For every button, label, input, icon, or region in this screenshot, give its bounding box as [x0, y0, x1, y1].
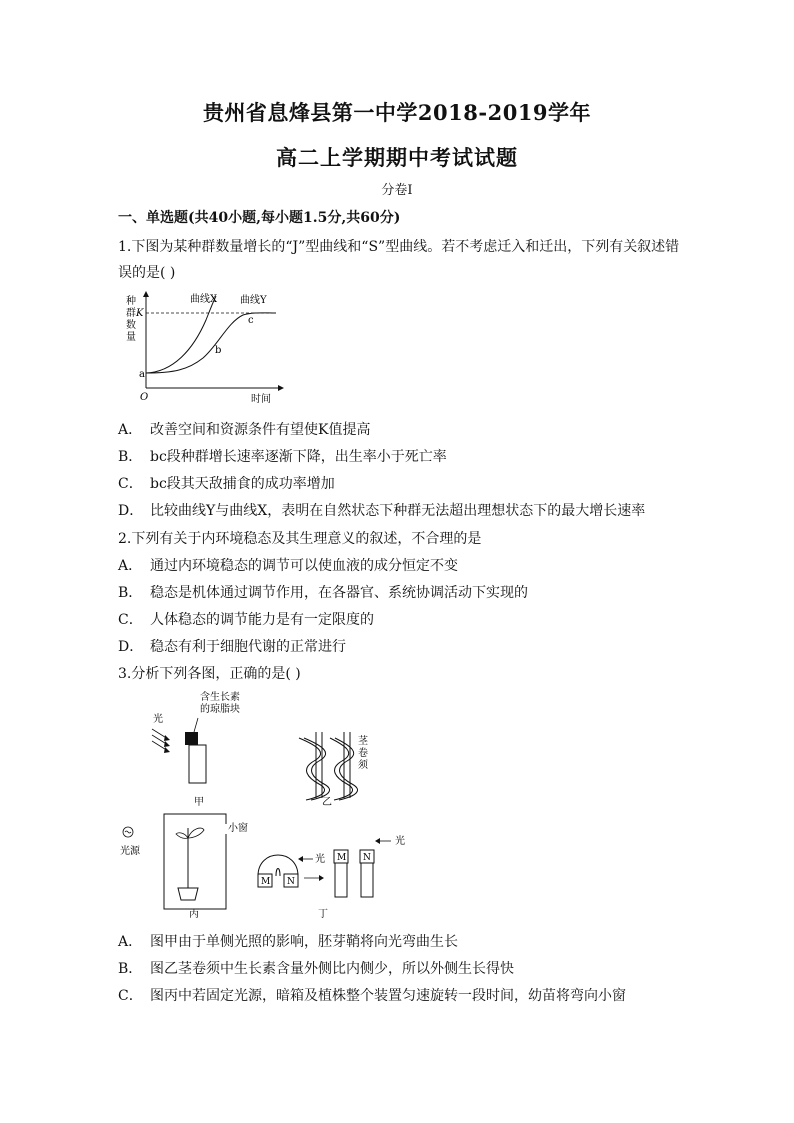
q1-curve-x-label: 曲线X [190, 294, 218, 305]
q3-ding-m-right: M [337, 853, 347, 863]
q3-jia-light-label: 光 [153, 714, 163, 725]
q1-origin: O [140, 392, 149, 403]
exam-title-line2: 高二上学期期中考试试题 [276, 145, 518, 170]
q3-ding-m-left: M [261, 877, 271, 887]
q3-experiment-figure [118, 688, 418, 920]
q1-option-d: D． 比较曲线Y与曲线X，表明在自然状态下种群无法超出理想状态下的最大增长速率 [118, 503, 646, 519]
q1-point-b: b [215, 345, 222, 356]
q3-yi-label-char2: 卷 [358, 748, 368, 759]
q2-option-b: B． 稳态是机体通过调节作用，在各器官、系统协调活动下实现的 [118, 585, 528, 601]
q3-ding-n-right: N [363, 853, 371, 863]
q3-ding-light-right: 光 [395, 836, 405, 847]
q1-ylabel-char2: 群 [126, 308, 136, 319]
q3-ding-light-left: 光 [315, 854, 325, 865]
q2-option-d: D． 稳态有利于细胞代谢的正常进行 [118, 639, 346, 655]
q3-ding-n-left: N [287, 877, 295, 887]
q3-option-a: A． 图甲由于单侧光照的影响，胚芽鞘将向光弯曲生长 [118, 934, 458, 950]
q1-ylabel-char4: 量 [126, 332, 136, 343]
q1-growth-curve-figure [118, 290, 288, 410]
q1-curve-y-label: 曲线Y [240, 295, 267, 306]
q2-option-c: C． 人体稳态的调节能力是有一定限度的 [118, 612, 374, 628]
q3-yi-label-char1: 茎 [358, 736, 368, 747]
section-subtitle: 分卷I [381, 183, 413, 198]
exam-title-line1: 贵州省息烽县第一中学2018-2019学年 [202, 100, 592, 125]
q1-ylabel-char3: 数 [126, 320, 136, 331]
q1-point-a: a [139, 369, 145, 380]
q1-stem-line2: 误的是( ) [118, 265, 176, 281]
q3-bing-light-source: 光源 [120, 846, 140, 857]
q1-ylabel-char1: 种 [126, 296, 136, 307]
q2-option-a: A． 通过内环境稳态的调节可以使血液的成分恒定不变 [118, 558, 458, 574]
q3-yi-label-char3: 须 [358, 760, 368, 771]
q3-bing-caption: 丙 [189, 909, 199, 920]
q3-option-c: C． 图丙中若固定光源，暗箱及植株整个装置匀速旋转一段时间，幼苗将弯向小窗 [118, 988, 626, 1004]
q3-ding-caption: 丁 [318, 909, 328, 920]
q3-jia-agar-label-2: 的琼脂块 [200, 704, 240, 715]
q1-xlabel: 时间 [251, 394, 271, 405]
q1-stem-line1: 1.下图为某种群数量增长的“J”型曲线和“S”型曲线。若不考虑迁入和迁出，下列有关叙述错 [118, 239, 680, 255]
q1-option-c: C． bc段其天敌捕食的成功率增加 [118, 476, 335, 492]
q1-option-a: A． 改善空间和资源条件有望使K值提高 [118, 422, 371, 438]
q3-bing-window: 小窗 [228, 823, 248, 834]
q1-k-label: K [136, 308, 144, 319]
q3-jia-agar-label-1: 含生长素 [200, 692, 240, 703]
section-heading: 一、单选题(共40小题,每小题1.5分,共60分) [118, 210, 401, 226]
q3-yi-caption: 乙 [322, 797, 332, 808]
q2-stem: 2.下列有关于内环境稳态及其生理意义的叙述，不合理的是 [118, 531, 482, 547]
q1-point-c: c [248, 315, 254, 326]
q3-option-b: B． 图乙茎卷须中生长素含量外侧比内侧少，所以外侧生长得快 [118, 961, 514, 977]
q1-option-b: B． bc段种群增长速率逐渐下降，出生率小于死亡率 [118, 449, 447, 465]
q3-stem: 3.分析下列各图，正确的是( ) [118, 666, 301, 682]
q3-jia-caption: 甲 [194, 797, 204, 808]
